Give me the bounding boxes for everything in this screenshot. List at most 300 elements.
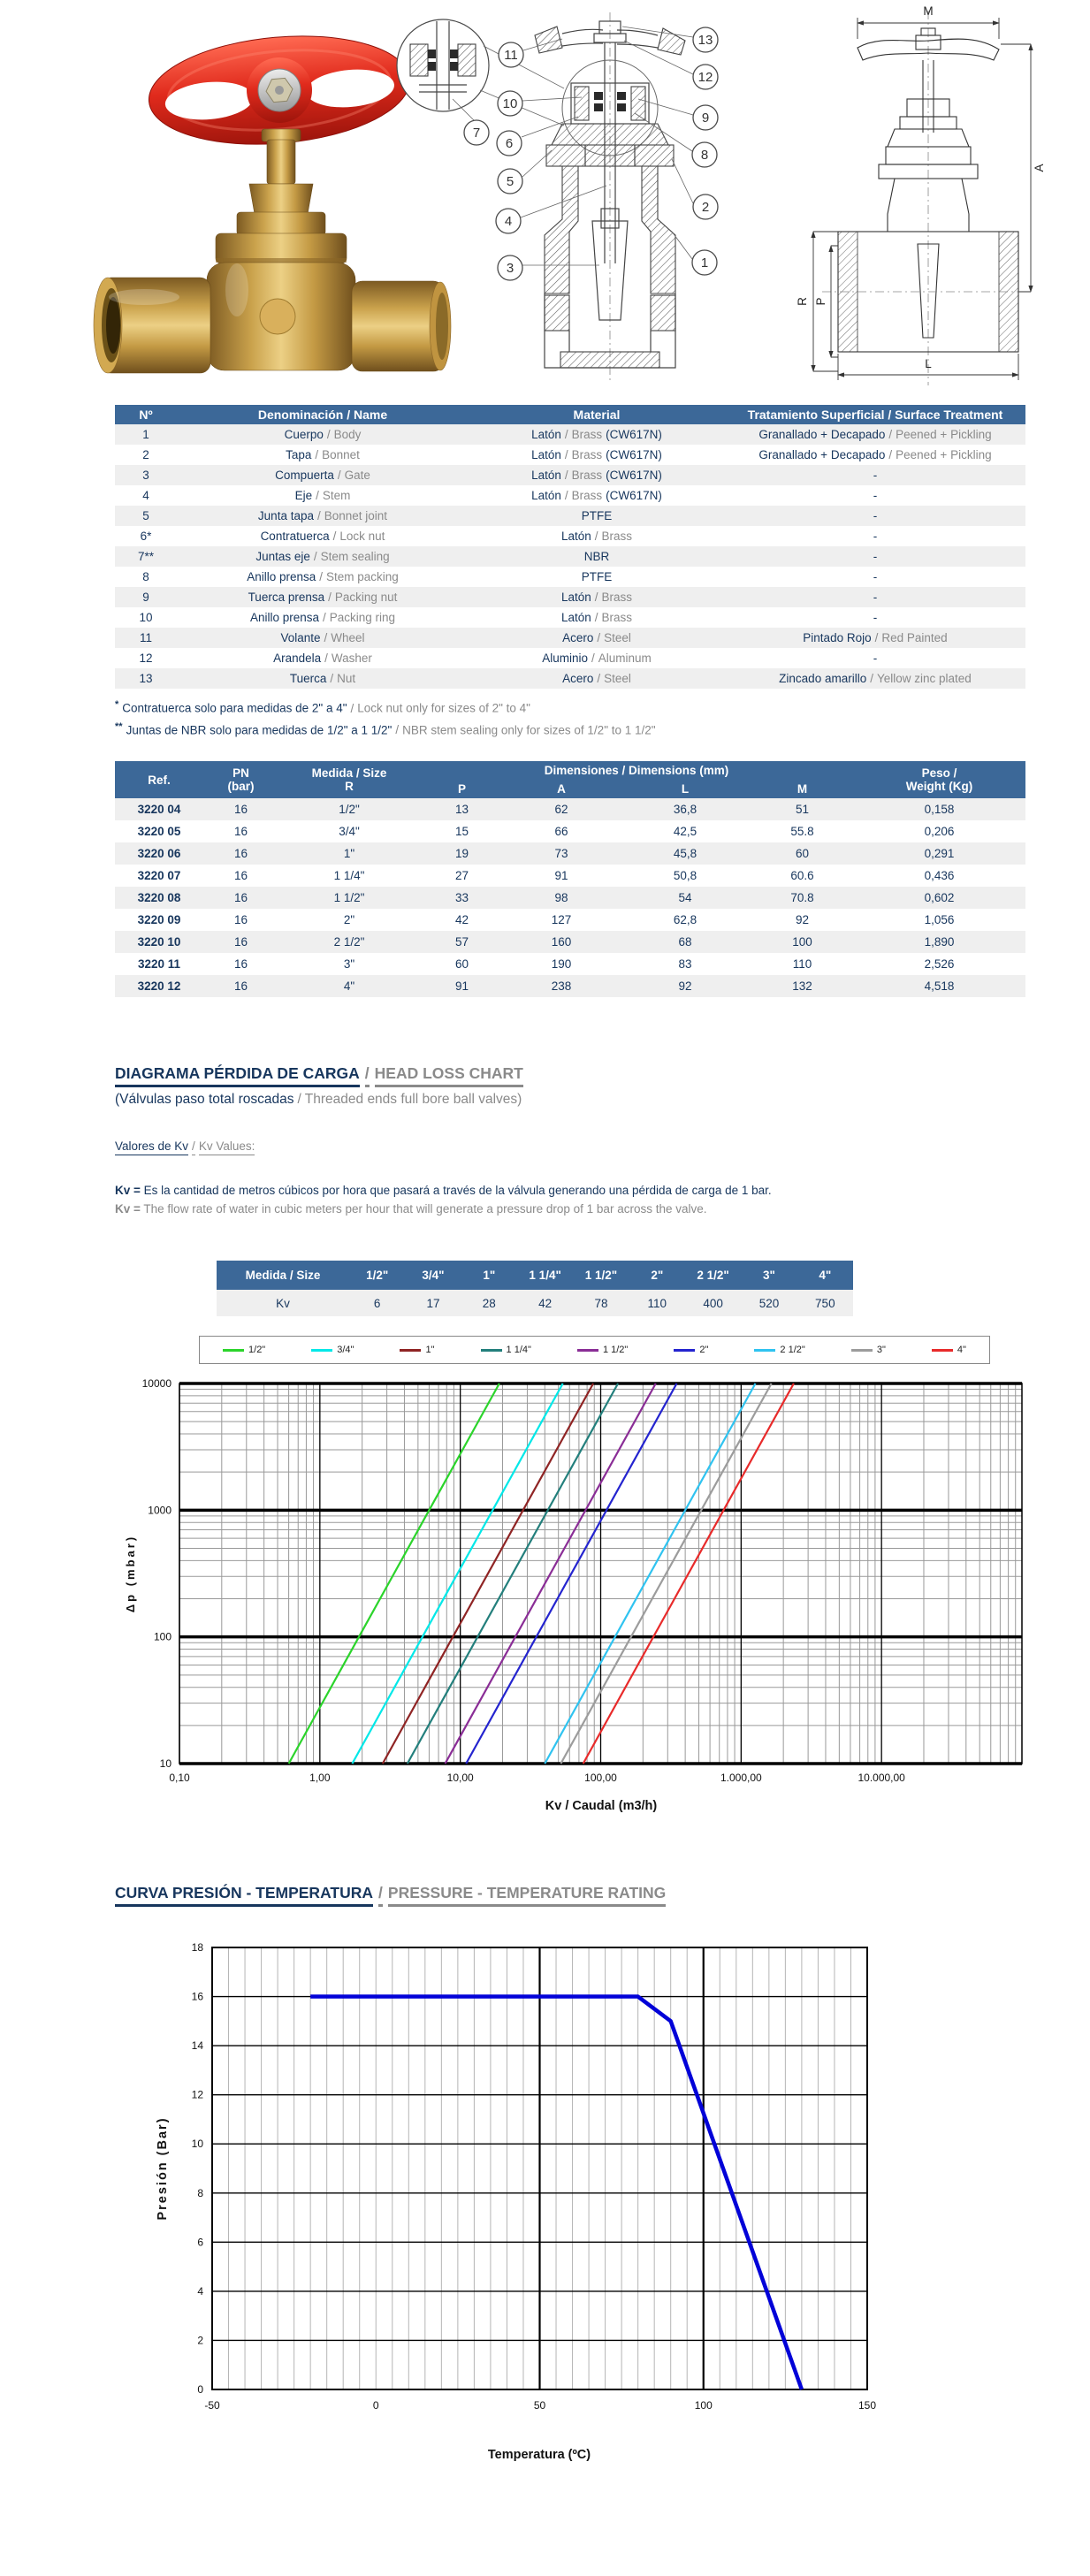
callout-4 xyxy=(496,209,521,233)
svg-text:9: 9 xyxy=(701,111,710,126)
dim-cell: 16 xyxy=(233,825,248,838)
table-row xyxy=(115,865,1025,887)
part-material xyxy=(469,607,725,628)
separator: / xyxy=(874,631,879,644)
part-name xyxy=(177,506,469,526)
part-material-note: (CW617N) xyxy=(606,448,662,461)
part-number: 4 xyxy=(142,489,149,502)
head-loss-y-axis-title: Δp (mbar) xyxy=(124,1534,137,1613)
kv-values-row xyxy=(217,1290,853,1316)
table-row xyxy=(115,909,1025,931)
dim-cell: 50,8 xyxy=(673,869,697,882)
dim-cell: 0,206 xyxy=(924,825,955,838)
part-treatment-dash: - xyxy=(873,652,878,665)
dim-label-A: A xyxy=(1033,164,1046,172)
part-treatment xyxy=(725,465,1025,485)
col-header-M: M xyxy=(751,780,853,798)
legend-line-swatch xyxy=(932,1349,953,1352)
part-material xyxy=(469,445,725,465)
part-treatment xyxy=(725,424,1025,445)
col-header-treatment: Tratamiento Superficial / Surface Treatment xyxy=(725,405,1025,424)
dim-cell: 3/4" xyxy=(339,825,360,838)
legend-line-swatch xyxy=(851,1349,873,1352)
axis-ticks xyxy=(142,1377,906,1784)
dim-cell: 73 xyxy=(554,847,568,860)
part-number: 3 xyxy=(142,469,149,482)
dim-cell: 100 xyxy=(792,935,812,949)
part-name-en: Nut xyxy=(337,672,356,685)
dim-cell: 36,8 xyxy=(673,803,697,816)
part-treatment xyxy=(725,668,1025,689)
legend-line-swatch xyxy=(311,1349,332,1352)
part-name xyxy=(177,668,469,689)
ref-cell: 3220 09 xyxy=(137,913,181,926)
legend-line-swatch xyxy=(400,1349,421,1352)
part-material-es: Latón xyxy=(531,469,561,482)
part-treatment xyxy=(725,445,1025,465)
dim-cell: 1/2" xyxy=(339,803,360,816)
part-treatment xyxy=(725,546,1025,567)
dim-cell: 16 xyxy=(233,869,248,882)
part-treatment-es: Zincado amarillo xyxy=(779,672,867,685)
callout-13 xyxy=(693,27,718,52)
parts-table-body xyxy=(115,424,1025,689)
table-row xyxy=(115,648,1025,668)
footnote-marker: * xyxy=(115,699,119,710)
separator: / xyxy=(315,448,319,461)
table-row xyxy=(115,485,1025,506)
dim-cell: 42,5 xyxy=(673,825,697,838)
dim-cell: 2" xyxy=(343,913,355,926)
part-material xyxy=(469,546,725,567)
dim-cell: 91 xyxy=(554,869,568,882)
kv-size-header: 2 1/2" xyxy=(685,1261,741,1290)
y-tick-label: 18 xyxy=(191,1941,203,1954)
table-row xyxy=(115,424,1025,445)
dim-cell: 3" xyxy=(343,957,355,971)
part-treatment-en: Peened + Pickling xyxy=(896,448,992,461)
part-material-en: Brass xyxy=(571,448,603,461)
legend-line-swatch xyxy=(481,1349,502,1352)
dimensions-table xyxy=(115,761,1025,997)
kv-table xyxy=(217,1261,853,1316)
ref-cell: 3220 10 xyxy=(137,935,181,949)
part-treatment xyxy=(725,526,1025,546)
dim-cell: 27 xyxy=(454,869,469,882)
svg-text:7: 7 xyxy=(472,126,481,141)
part-name xyxy=(177,424,469,445)
part-material-es: PTFE xyxy=(581,509,613,522)
table-row xyxy=(115,953,1025,975)
separator: / xyxy=(564,448,568,461)
separator: / xyxy=(330,672,334,685)
x-tick-label: 10,00 xyxy=(446,1772,474,1784)
part-material xyxy=(469,526,725,546)
part-name-es: Contratuerca xyxy=(260,530,330,543)
callout-11 xyxy=(499,42,523,67)
kv-value-cell: 17 xyxy=(405,1290,461,1316)
part-treatment xyxy=(725,628,1025,648)
dim-cell: 33 xyxy=(454,891,469,904)
part-treatment xyxy=(725,648,1025,668)
dim-label-M: M xyxy=(923,4,934,18)
col-header-pn: PN (bar) xyxy=(203,761,278,798)
svg-text:11: 11 xyxy=(504,48,518,63)
separator: / xyxy=(328,591,332,604)
head-loss-section-title: DIAGRAMA PÉRDIDA DE CARGA / HEAD LOSS CHART xyxy=(115,1064,1025,1083)
part-material-es: Latón xyxy=(560,611,591,624)
kv-values-label: Valores de Kv / Kv Values: xyxy=(115,1139,1025,1153)
y-tick-label: 100 xyxy=(153,1630,172,1643)
dim-cell: 83 xyxy=(678,957,692,971)
part-material-es: Acero xyxy=(562,631,594,644)
y-tick-label: 10000 xyxy=(141,1377,172,1390)
legend-item xyxy=(400,1345,434,1355)
dims-header-row1 xyxy=(115,761,1025,780)
part-name xyxy=(177,445,469,465)
part-treatment-en: Yellow zinc plated xyxy=(876,672,972,685)
callout-10 xyxy=(498,91,522,116)
dim-cell: 60 xyxy=(796,847,810,860)
dim-cell: 15 xyxy=(454,825,469,838)
part-treatment-dash: - xyxy=(873,550,878,563)
table-row xyxy=(115,445,1025,465)
part-number: 11 xyxy=(139,631,152,644)
y-tick-label: 12 xyxy=(191,2088,203,2101)
legend-label: 1 1/4" xyxy=(506,1345,531,1355)
col-header-ref: Ref. xyxy=(115,761,203,798)
x-tick-label: 1,00 xyxy=(309,1772,331,1784)
col-header-L: L xyxy=(619,780,751,798)
parts-footnotes xyxy=(115,699,1025,736)
callout-2 xyxy=(693,194,718,219)
legend-line-swatch xyxy=(223,1349,244,1352)
part-material-en: Brass xyxy=(601,530,633,543)
part-material xyxy=(469,668,725,689)
dim-cell: 62,8 xyxy=(673,913,697,926)
table-row xyxy=(115,607,1025,628)
dim-cell: 54 xyxy=(678,891,692,904)
col-header-size: Medida / Size R xyxy=(278,761,420,798)
part-name-es: Arandela xyxy=(273,652,322,665)
svg-text:6: 6 xyxy=(505,136,514,151)
table-row xyxy=(115,798,1025,820)
part-treatment-es: Granallado + Decapado xyxy=(758,448,886,461)
legend-line-swatch xyxy=(754,1349,775,1352)
callout-9 xyxy=(693,105,718,130)
kv-definition xyxy=(115,1181,990,1218)
part-name-es: Anillo prensa xyxy=(247,570,316,583)
part-name-es: Eje xyxy=(294,489,313,502)
y-tick-label: 10 xyxy=(159,1757,172,1770)
part-name xyxy=(177,567,469,587)
dim-cell: 60.6 xyxy=(790,869,814,882)
legend-label: 2 1/2" xyxy=(780,1345,805,1355)
table-row xyxy=(115,628,1025,648)
kv-header-row xyxy=(217,1261,853,1290)
legend-line-swatch xyxy=(674,1349,695,1352)
part-material xyxy=(469,424,725,445)
dim-cell: 238 xyxy=(551,979,572,993)
kv-definition-es: Kv = Es la cantidad de metros cúbicos por hora que pasará a través de la válvula generando una pérdida de carga de 1 bar. xyxy=(115,1184,772,1197)
part-material-note: (CW617N) xyxy=(606,489,662,502)
outline-drawing xyxy=(822,11,1034,385)
part-material xyxy=(469,567,725,587)
svg-text:4: 4 xyxy=(504,214,513,229)
svg-text:13: 13 xyxy=(697,33,713,48)
callout-3 xyxy=(498,255,522,280)
separator: / xyxy=(313,550,317,563)
part-name-en: Packing ring xyxy=(329,611,396,624)
kv-size-header: 1/2" xyxy=(349,1261,405,1290)
legend-item xyxy=(851,1345,886,1355)
part-treatment xyxy=(725,587,1025,607)
separator: / xyxy=(324,631,328,644)
cross-section-drawing xyxy=(535,12,685,382)
separator: / xyxy=(597,672,601,685)
dim-cell: 190 xyxy=(551,957,572,971)
part-material-es: Latón xyxy=(531,489,561,502)
part-material-es: Latón xyxy=(531,448,561,461)
table-row xyxy=(115,506,1025,526)
part-name xyxy=(177,485,469,506)
dim-cell: 16 xyxy=(233,979,248,993)
col-header-P: P xyxy=(420,780,504,798)
separator: / xyxy=(319,570,323,583)
part-number: 9 xyxy=(142,591,149,604)
dim-cell: 1,890 xyxy=(924,935,955,949)
kv-size-header: 1 1/2" xyxy=(573,1261,629,1290)
kv-value-cell: 110 xyxy=(629,1290,685,1316)
separator: / xyxy=(597,631,601,644)
part-name xyxy=(177,526,469,546)
dim-cell: 2 1/2" xyxy=(333,935,365,949)
part-treatment xyxy=(725,567,1025,587)
series-line xyxy=(560,1383,771,1764)
part-material xyxy=(469,648,725,668)
legend-line-swatch xyxy=(577,1349,598,1352)
part-name-es: Tuerca prensa xyxy=(248,591,325,604)
legend-label: 1/2" xyxy=(248,1345,266,1355)
svg-text:12: 12 xyxy=(697,70,713,85)
dim-cell: 70.8 xyxy=(790,891,814,904)
part-treatment-en: Peened + Pickling xyxy=(896,428,992,441)
callout-5 xyxy=(498,169,522,194)
dim-cell: 19 xyxy=(454,847,469,860)
legend-label: 3/4" xyxy=(337,1345,354,1355)
dim-cell: 55.8 xyxy=(790,825,814,838)
legend-item xyxy=(754,1345,804,1355)
dim-cell: 1 1/4" xyxy=(333,869,365,882)
table-row xyxy=(115,931,1025,953)
y-tick-label: 16 xyxy=(191,1990,203,2003)
kv-size-header: 1" xyxy=(461,1261,517,1290)
ref-cell: 3220 07 xyxy=(137,869,181,882)
dim-cell: 92 xyxy=(796,913,810,926)
x-tick-label: 0,10 xyxy=(169,1772,190,1784)
separator: / xyxy=(888,448,893,461)
part-name-es: Anillo prensa xyxy=(249,611,319,624)
dim-cell: 16 xyxy=(233,935,248,949)
dim-cell: 2,526 xyxy=(924,957,955,971)
legend-label: 1" xyxy=(425,1345,435,1355)
legend-item xyxy=(932,1345,966,1355)
parts-table xyxy=(115,405,1025,689)
dim-cell: 16 xyxy=(233,913,248,926)
part-name-en: Gate xyxy=(344,469,370,482)
part-name-en: Wheel xyxy=(331,631,365,644)
part-material-en: Brass xyxy=(571,489,603,502)
legend-label: 3" xyxy=(876,1345,886,1355)
table-row xyxy=(115,975,1025,997)
part-material-en: Brass xyxy=(571,428,603,441)
separator: / xyxy=(594,530,598,543)
pt-x-axis-title: Temperatura (ºC) xyxy=(487,2448,591,2462)
table-row xyxy=(115,526,1025,546)
footnote-nbr-sealing: ** Juntas de NBR solo para medidas de 1/2" a 1 1/2" / NBR stem sealing only for sizes of 1/2" to 1 1/2" xyxy=(115,720,656,736)
part-name-en: Bonnet xyxy=(322,448,360,461)
dim-cell: 0,436 xyxy=(924,869,955,882)
kv-value-cell: 42 xyxy=(517,1290,573,1316)
y-tick-label: 8 xyxy=(197,2186,203,2199)
ref-cell: 3220 12 xyxy=(137,979,181,993)
col-header-material: Material xyxy=(469,405,725,424)
dims-table-body xyxy=(115,798,1025,997)
ref-cell: 3220 04 xyxy=(137,803,181,816)
part-material-es: NBR xyxy=(583,550,610,563)
separator: / xyxy=(316,489,319,502)
y-tick-label: 6 xyxy=(197,2236,203,2249)
part-name xyxy=(177,465,469,485)
separator: / xyxy=(564,489,568,502)
valve-cross-section-diagram xyxy=(380,0,804,396)
parts-table-header xyxy=(115,405,1025,424)
part-number: 12 xyxy=(139,652,153,665)
dim-cell: 13 xyxy=(454,803,469,816)
kv-size-header: 4" xyxy=(797,1261,853,1290)
y-tick-label: 2 xyxy=(197,2334,203,2347)
dim-cell: 62 xyxy=(554,803,568,816)
ref-cell: 3220 11 xyxy=(137,957,181,971)
dim-cell: 110 xyxy=(792,957,812,971)
callout-6 xyxy=(497,131,522,156)
col-header-num: Nº xyxy=(115,405,177,424)
svg-text:3: 3 xyxy=(506,261,515,276)
dim-cell: 60 xyxy=(454,957,469,971)
svg-text:2: 2 xyxy=(701,200,710,215)
kv-size-header: 1 1/4" xyxy=(517,1261,573,1290)
ref-cell: 3220 06 xyxy=(137,847,181,860)
separator: / xyxy=(337,469,341,482)
dim-cell: 42 xyxy=(454,913,469,926)
part-treatment-dash: - xyxy=(873,530,878,543)
dim-cell: 132 xyxy=(792,979,812,993)
dim-cell: 16 xyxy=(233,891,248,904)
part-treatment-es: Pintado Rojo xyxy=(803,631,872,644)
dim-cell: 68 xyxy=(678,935,692,949)
part-material-es: Latón xyxy=(560,591,591,604)
x-tick-label: 150 xyxy=(858,2399,877,2412)
dim-cell: 66 xyxy=(554,825,568,838)
legend-item xyxy=(311,1345,354,1355)
kv-value-cell: 6 xyxy=(349,1290,405,1316)
kv-row-label: Kv xyxy=(217,1290,349,1316)
separator: / xyxy=(332,530,337,543)
dim-cell: 92 xyxy=(678,979,692,993)
part-name-en: Washer xyxy=(331,652,372,665)
separator: / xyxy=(591,652,595,665)
head-loss-x-axis-title: Kv / Caudal (m3/h) xyxy=(545,1799,658,1813)
kv-size-header: 3" xyxy=(741,1261,797,1290)
part-name xyxy=(177,587,469,607)
part-material-en: Brass xyxy=(601,591,633,604)
part-treatment-dash: - xyxy=(873,611,878,624)
x-tick-label: 1.000,00 xyxy=(720,1772,762,1784)
legend-item xyxy=(223,1345,265,1355)
part-name xyxy=(177,607,469,628)
chart-legend xyxy=(199,1336,990,1364)
part-name xyxy=(177,628,469,648)
svg-text:10: 10 xyxy=(502,96,518,111)
separator: / xyxy=(324,652,328,665)
legend-label: 1 1/2" xyxy=(602,1345,629,1355)
part-treatment xyxy=(725,506,1025,526)
part-material-es: PTFE xyxy=(581,570,613,583)
col-header-dimensions-group: Dimensiones / Dimensions (mm) xyxy=(420,761,853,780)
dim-cell: 1,056 xyxy=(924,913,955,926)
kv-series-lines xyxy=(289,1383,794,1764)
separator: / xyxy=(888,428,893,441)
svg-text:1: 1 xyxy=(700,255,709,271)
dim-cell: 98 xyxy=(554,891,568,904)
kv-value-cell: 28 xyxy=(461,1290,517,1316)
legend-item xyxy=(674,1345,708,1355)
dim-cell: 91 xyxy=(454,979,469,993)
part-treatment-dash: - xyxy=(873,469,878,482)
part-name-es: Cuerpo xyxy=(284,428,324,441)
dim-cell: 51 xyxy=(796,803,810,816)
part-number: 2 xyxy=(142,448,149,461)
separator: / xyxy=(594,591,598,604)
x-tick-label: 50 xyxy=(533,2399,546,2412)
kv-value-cell: 520 xyxy=(741,1290,797,1316)
table-row xyxy=(115,546,1025,567)
part-material-note: (CW617N) xyxy=(606,428,662,441)
x-tick-label: 0 xyxy=(372,2399,379,2412)
part-material-en: Aluminum xyxy=(598,652,652,665)
part-material-es: Acero xyxy=(562,672,594,685)
part-name-es: Juntas eje xyxy=(255,550,310,563)
separator: / xyxy=(326,428,331,441)
part-name-en: Stem sealing xyxy=(320,550,390,563)
part-material xyxy=(469,485,725,506)
series-line xyxy=(583,1383,794,1764)
part-treatment-es: Granallado + Decapado xyxy=(758,428,886,441)
part-treatment-dash: - xyxy=(873,570,878,583)
part-number: 6* xyxy=(140,530,152,543)
part-name-en: Body xyxy=(333,428,362,441)
dim-cell: 127 xyxy=(551,913,572,926)
table-row xyxy=(115,567,1025,587)
table-row xyxy=(115,587,1025,607)
part-treatment-en: Red Painted xyxy=(881,631,948,644)
dim-label-P: P xyxy=(814,297,827,306)
part-name-en: Stem packing xyxy=(326,570,399,583)
y-tick-label: 4 xyxy=(197,2284,203,2298)
dim-cell: 45,8 xyxy=(673,847,697,860)
y-tick-label: 14 xyxy=(191,2039,203,2053)
table-row xyxy=(115,842,1025,865)
